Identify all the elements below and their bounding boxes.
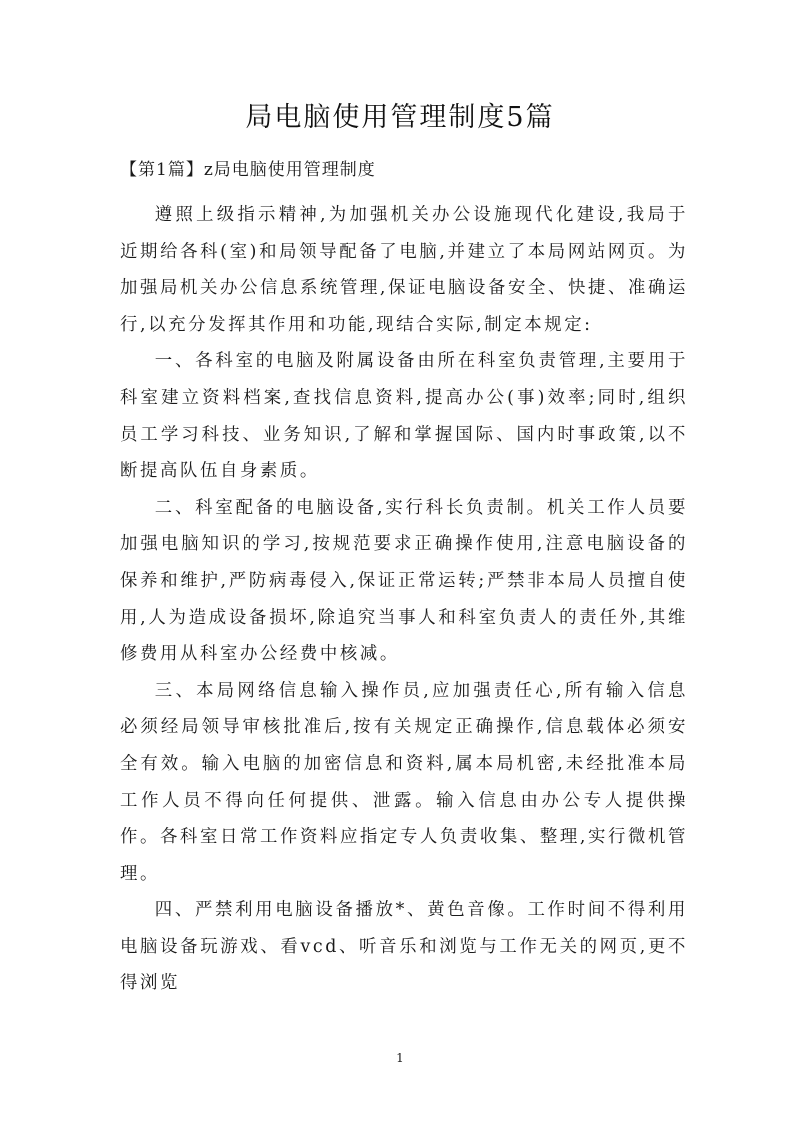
paragraph-intro: 遵照上级指示精神,为加强机关办公设施现代化建设,我局于近期给各科(室)和局领导配备了电脑,并建立了本局网站网页。为加强局机关办公信息系统管理,保证电脑设备安全、快捷、准确运行,以充分发挥其作用和功能,现结合实际,制定本规定:	[120, 205, 688, 335]
page-number: 1	[396, 1051, 404, 1065]
paragraph-rule-2: 二、科室配备的电脑设备,实行科长负责制。机关工作人员要加强电脑知识的学习,按规范要求正确操作使用,注意电脑设备的保养和维护,严防病毒侵入,保证正常运转;严禁非本局人员擅自使用,人为造成设备损坏,除追究当事人和科室负责人的责任外,其维修费用从科室办公经费中核减。	[120, 497, 688, 665]
paragraph-rule-1: 一、各科室的电脑及附属设备由所在科室负责管理,主要用于科室建立资料档案,查找信息资料,提高办公(事)效率;同时,组织员工学习科技、业务知识,了解和掌握国际、国内时事政策,以不断提高队伍自身素质。	[120, 351, 688, 482]
paragraph-rule-3: 三、本局网络信息输入操作员,应加强责任心,所有输入信息必须经局领导审核批准后,按有关规定正确操作,信息载体必须安全有效。输入电脑的加密信息和资料,属本局机密,未经批准本局工作人员不得向任何提供、泄露。输入信息由办公专人提供操作。各科室日常工作资料应指定专人负责收集、整理,实行微机管理。	[120, 680, 688, 884]
paragraph-rule-4: 四、严禁利用电脑设备播放*、黄色音像。工作时间不得利用电脑设备玩游戏、看vcd、听音乐和浏览与工作无关的网页,更不得浏览	[120, 900, 688, 994]
document-body	[120, 197, 688, 1002]
section-heading: 【第1篇】z局电脑使用管理制度	[120, 160, 376, 180]
page-title: 局电脑使用管理制度5篇	[245, 102, 555, 133]
